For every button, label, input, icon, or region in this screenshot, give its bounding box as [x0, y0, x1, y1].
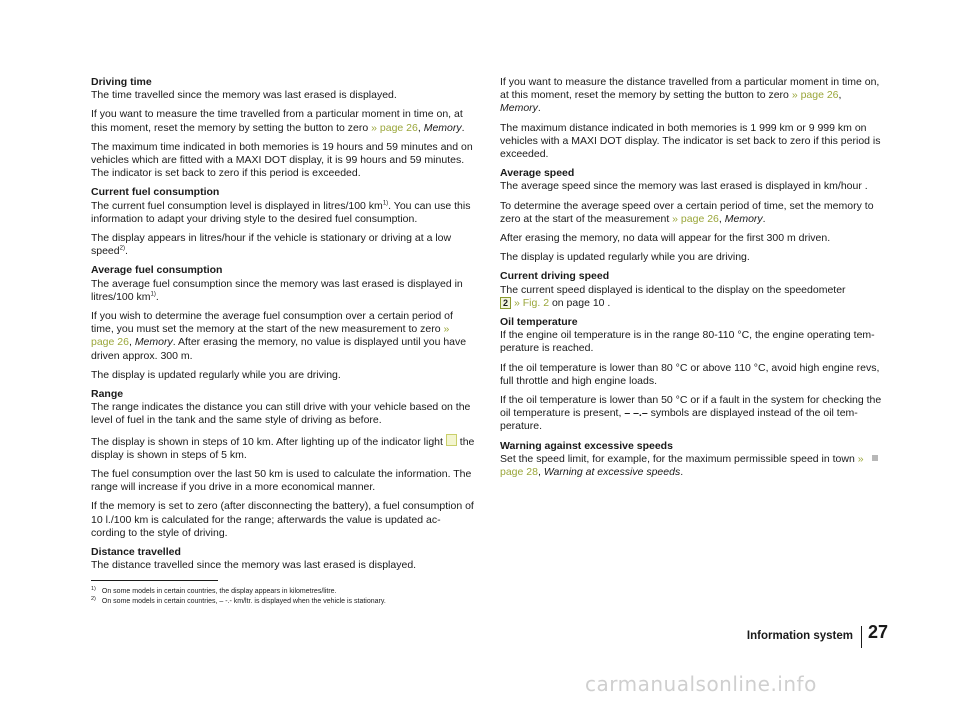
- paragraph: The range indicates the distance you can still drive with your vehicle based on the level of fuel in the tank and the same style of driving as before.: [91, 401, 471, 427]
- paragraph: The average fuel consumption since the memory was last erased is displayed in litres/100 $km^{1)}$.: [91, 277, 463, 303]
- paragraph: The maximum distance indicated in both memories is 1 999 km or 9 999 km on vehicles with a MAXI DOT display. The indicator is set back to zero if this period is exceeded.: [500, 121, 881, 161]
- paragraph: The display is updated regularly while you are driving.: [500, 251, 750, 264]
- paragraph: If you want to measure the time travelled from a particular moment in time on, at this moment, reset the memory by setting the button to zero » page 26, Memory.: [91, 108, 465, 134]
- right-column: [500, 76, 884, 485]
- watermark: carmanualsonline.info: [585, 672, 817, 696]
- paragraph: The current speed displayed is identical to the display on the speedometer 2 » Fig. 2 on page 10 .: [500, 283, 846, 309]
- footnote-ref: 1): [150, 291, 156, 298]
- footnote-2: $^{2)}$ On some models in certain countries, – -.- km/ltr. is displayed when the vehicle is stationary.: [91, 595, 386, 605]
- heading-average-speed: Average speed: [500, 167, 575, 180]
- paragraph: To determine the average speed over a certain period of time, set the memory to zero at the start of the measurement » page 26, Memory.: [500, 199, 874, 225]
- paragraph: If you wish to determine the average fuel consumption over a certain period of time, you must set the memory at the start of the new measurement to zero » page 26, Memory. After erasing the memory, no value is displayed until you have driven approx. 300 m.: [91, 310, 467, 362]
- paragraph: Set the speed limit, for example, for the maximum permissible speed in town » page 28, Warning at excessive speeds.: [500, 452, 864, 479]
- footnote-ref: 1): [382, 200, 389, 207]
- heading-current-speed: Current driving speed: [500, 270, 610, 283]
- left-column: [91, 76, 475, 579]
- figure-link[interactable]: » Fig. 2: [514, 296, 550, 309]
- section-title: Information system: [746, 630, 853, 642]
- paragraph: After erasing the memory, no data will appear for the first 300 m driven.: [500, 232, 831, 245]
- paragraph: The maximum time indicated in both memories is 19 hours and 59 minutes and on vehicles which are fitted with a MAXI DOT display, it is 99 hours and 59 minutes. The indicator is set back to zero if this period is exceeded.: [91, 140, 473, 180]
- heading-distance-travelled: Distance travelled: [91, 546, 181, 559]
- page-link[interactable]: » page 26: [672, 212, 719, 225]
- paragraph: If the oil temperature is lower than 80 °C or above 110 °C, avoid high engine revs, full throttle and high engine loads.: [500, 361, 880, 387]
- heading-driving-time: Driving time: [91, 76, 152, 88]
- paragraph: The average speed since the memory was last erased is displayed in km/hour .: [500, 180, 868, 193]
- paragraph: The display is shown in steps of 10 km. After lighting up of the indicator light the display is shown in steps of 5 km.: [91, 435, 475, 461]
- page-link[interactable]: » page 26: [91, 323, 450, 349]
- footnote-1: $^{1)}$ On some models in certain countries, the display appears in kilometres/litre.: [91, 585, 337, 595]
- page-number: 27: [868, 622, 889, 642]
- footnote-ref: 2): [119, 245, 125, 252]
- heading-range: Range: [91, 388, 124, 401]
- page-link[interactable]: » page 28: [500, 452, 864, 479]
- paragraph: If you want to measure the distance travelled from a particular moment in time on, at this moment, reset the memory by setting the button to zero » page 26, Memory.: [500, 76, 880, 115]
- heading-average-fuel: Average fuel consumption: [91, 264, 223, 277]
- paragraph: If the oil temperature is lower than 50 °C or if a fault in the system for checking the oil temperature is present, – –.– symbols are displayed instead of the oil tem-perature.: [500, 394, 882, 433]
- paragraph: The fuel consumption over the last 50 km is used to calculate the information. The range will increase if you drive in a more economical manner.: [91, 468, 472, 494]
- paragraph: The display appears in litres/hour if the vehicle is stationary or driving at a low speed$^{2)}$.: [91, 232, 452, 258]
- paragraph: The time travelled since the memory was last erased is displayed.: [91, 89, 397, 102]
- fuel-indicator-light-icon: [446, 434, 457, 446]
- paragraph: If the engine oil temperature is in the range 80-110 °C, the engine operating tem-perature is reached.: [500, 329, 875, 355]
- paragraph: If the memory is set to zero (after disconnecting the battery), a fuel consumption of 10 l./100 km is calculated for the range; afterwards the value is updated ac-cording to the style of driving.: [91, 500, 474, 539]
- paragraph: The current fuel consumption level is displayed in litres/100 $km^{1)}$. You can use this information to adapt your driving style to the desired fuel consumption.: [91, 199, 471, 225]
- footer-divider: [861, 626, 862, 648]
- heading-current-fuel: Current fuel consumption: [91, 186, 220, 199]
- heading-speed-warning: Warning against excessive speeds: [500, 439, 673, 452]
- figure-key-badge: 2: [500, 297, 511, 309]
- page-link[interactable]: » page 26: [371, 121, 418, 134]
- section-end-marker: [872, 455, 878, 461]
- footnote-divider: [91, 580, 218, 581]
- paragraph: The distance travelled since the memory was last erased is displayed.: [91, 559, 417, 572]
- page-link[interactable]: » page 26: [791, 89, 839, 102]
- paragraph: The display is updated regularly while you are driving.: [91, 368, 341, 381]
- heading-oil-temperature: Oil temperature: [500, 316, 578, 329]
